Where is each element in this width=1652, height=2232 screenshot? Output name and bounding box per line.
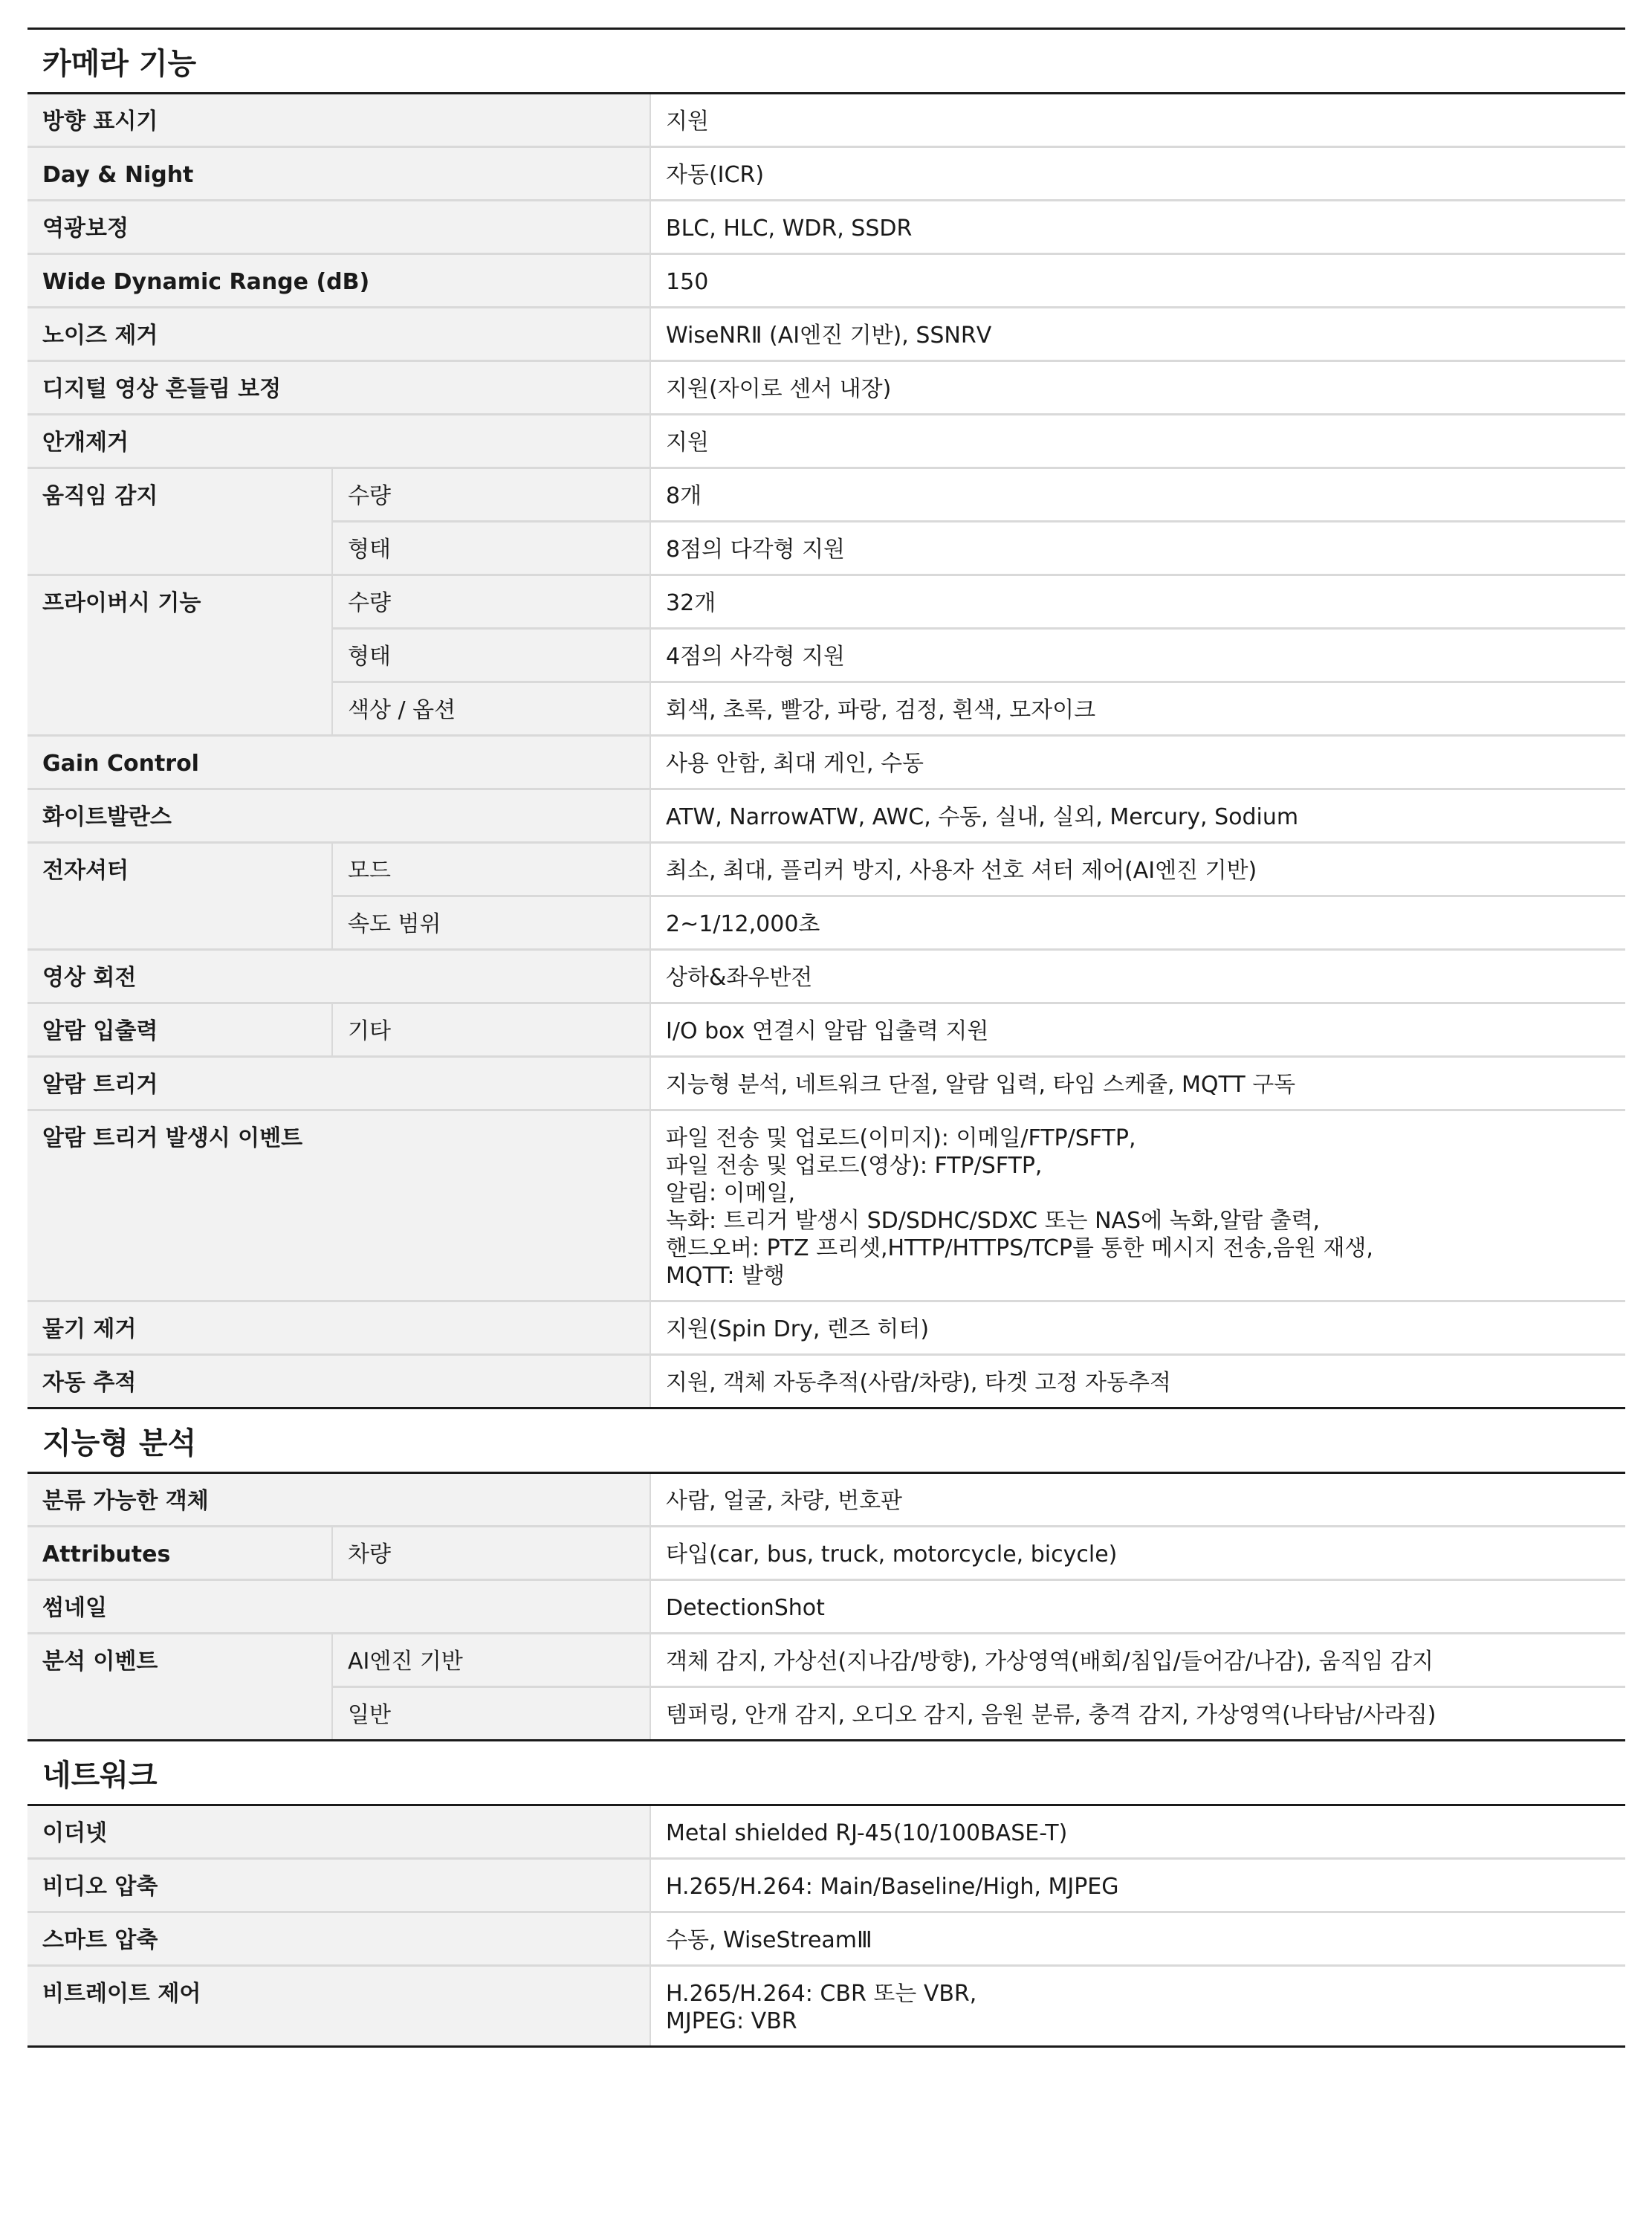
spec-sub-label: 형태 — [332, 522, 650, 575]
spec-value: H.265/H.264: Main/Baseline/High, MJPEG — [650, 1859, 1625, 1912]
spec-value: 150 — [650, 254, 1625, 308]
spec-sub-label: 수량 — [332, 575, 650, 629]
spec-value: 지원, 객체 자동추적(사람/차량), 타겟 고정 자동추적 — [650, 1355, 1625, 1408]
spec-row — [27, 1527, 1625, 1580]
spec-label: Gain Control — [27, 736, 650, 789]
spec-value: I/O box 연결시 알람 입출력 지원 — [650, 1003, 1625, 1057]
spec-value: ATW, NarrowATW, AWC, 수동, 실내, 실외, Mercury, Sodium — [650, 789, 1625, 843]
bottom-rule — [27, 2045, 1625, 2048]
spec-value: 회색, 초록, 빨강, 파랑, 검정, 흰색, 모자이크 — [650, 682, 1625, 736]
spec-label: 안개제거 — [27, 415, 650, 468]
spec-row — [27, 1634, 1625, 1687]
spec-row — [27, 736, 1625, 789]
spec-row — [27, 789, 1625, 843]
spec-label: 노이즈 제거 — [27, 308, 650, 361]
spec-value-line: H.265/H.264: CBR 또는 VBR, — [666, 1981, 977, 2007]
spec-label: 물기 제거 — [27, 1301, 650, 1355]
spec-value: 8개 — [650, 468, 1625, 522]
spec-sheet — [27, 28, 1625, 2048]
spec-value: 객체 감지, 가상선(지나감/방향), 가상영역(배회/침입/들어감/나감), 움직임 감지 — [650, 1634, 1625, 1687]
spec-value: 지원(Spin Dry, 렌즈 히터) — [650, 1301, 1625, 1355]
spec-label: Attributes — [27, 1527, 332, 1580]
spec-label: 썸네일 — [27, 1580, 650, 1634]
spec-row — [27, 1057, 1625, 1110]
section-title: 네트워크 — [27, 1739, 1625, 1806]
spec-value: 지능형 분석, 네트워크 단절, 알람 입력, 타임 스케쥴, MQTT 구독 — [650, 1057, 1625, 1110]
spec-value: 사람, 얼굴, 차량, 번호판 — [650, 1474, 1625, 1527]
spec-value: 2~1/12,000초 — [650, 896, 1625, 950]
spec-value: 4점의 사각형 지원 — [650, 629, 1625, 682]
spec-label: 분류 가능한 객체 — [27, 1474, 650, 1527]
section-title: 카메라 기능 — [27, 28, 1625, 94]
spec-sub-label: 속도 범위 — [332, 896, 650, 950]
spec-value-line: 녹화: 트리거 발생시 SD/SDHC/SDXC 또는 NAS에 녹화,알람 출력, — [666, 1208, 1321, 1234]
spec-row — [27, 843, 1625, 896]
spec-label: 방향 표시기 — [27, 94, 650, 147]
spec-value-line: MJPEG: VBR — [666, 2008, 797, 2034]
spec-label: 화이트발란스 — [27, 789, 650, 843]
spec-label: 스마트 압축 — [27, 1912, 650, 1966]
spec-value: 지원 — [650, 94, 1625, 147]
spec-label: 자동 추적 — [27, 1355, 650, 1408]
spec-label: Day & Night — [27, 147, 650, 201]
spec-value: 지원(자이로 센서 내장) — [650, 361, 1625, 415]
spec-table — [27, 1806, 1625, 2045]
spec-value: 수동, WiseStreamⅢ — [650, 1912, 1625, 1966]
spec-row — [27, 1912, 1625, 1966]
spec-value: 최소, 최대, 플리커 방지, 사용자 선호 셔터 제어(AI엔진 기반) — [650, 843, 1625, 896]
spec-value-line: 알림: 이메일, — [666, 1180, 796, 1206]
spec-value: 지원 — [650, 415, 1625, 468]
spec-row — [27, 1474, 1625, 1527]
spec-label: 전자셔터 — [27, 843, 332, 950]
spec-value: 32개 — [650, 575, 1625, 629]
spec-sub-label: 모드 — [332, 843, 650, 896]
spec-value: WiseNRⅡ (AI엔진 기반), SSNRⅤ — [650, 308, 1625, 361]
spec-sub-label: 색상 / 옵션 — [332, 682, 650, 736]
spec-value-line: 파일 전송 및 업로드(영상): FTP/SFTP, — [666, 1153, 1043, 1179]
spec-table — [27, 94, 1625, 1407]
spec-row — [27, 415, 1625, 468]
spec-row — [27, 308, 1625, 361]
spec-label: 영상 회전 — [27, 950, 650, 1003]
spec-sub-label: 기타 — [332, 1003, 650, 1057]
spec-label: 알람 입출력 — [27, 1003, 332, 1057]
spec-value: 상하&좌우반전 — [650, 950, 1625, 1003]
spec-row — [27, 254, 1625, 308]
spec-value-line: 파일 전송 및 업로드(이미지): 이메일/FTP/SFTP, — [666, 1125, 1136, 1151]
spec-table — [27, 1474, 1625, 1739]
spec-value — [650, 1966, 1625, 2046]
spec-row — [27, 361, 1625, 415]
spec-sub-label: 차량 — [332, 1527, 650, 1580]
spec-row — [27, 950, 1625, 1003]
spec-row — [27, 1301, 1625, 1355]
spec-label: 역광보정 — [27, 201, 650, 254]
spec-row — [27, 201, 1625, 254]
spec-value: BLC, HLC, WDR, SSDR — [650, 201, 1625, 254]
spec-row — [27, 1003, 1625, 1057]
spec-value: 자동(ICR) — [650, 147, 1625, 201]
spec-row — [27, 1859, 1625, 1912]
spec-sub-label: 형태 — [332, 629, 650, 682]
spec-label: Wide Dynamic Range (dB) — [27, 254, 650, 308]
spec-value: DetectionShot — [650, 1580, 1625, 1634]
spec-row — [27, 1966, 1625, 2046]
spec-row — [27, 147, 1625, 201]
spec-label: 분석 이벤트 — [27, 1634, 332, 1740]
spec-row — [27, 468, 1625, 522]
spec-row — [27, 1580, 1625, 1634]
spec-row — [27, 1355, 1625, 1408]
spec-sub-label: AI엔진 기반 — [332, 1634, 650, 1687]
spec-sub-label: 수량 — [332, 468, 650, 522]
spec-value-line: 핸드오버: PTZ 프리셋,HTTP/HTTPS/TCP를 통한 메시지 전송,음원 재생, — [666, 1235, 1373, 1261]
spec-sub-label: 일반 — [332, 1687, 650, 1740]
spec-row — [27, 94, 1625, 147]
spec-value: 템퍼링, 안개 감지, 오디오 감지, 음원 분류, 충격 감지, 가상영역(나타남/사라짐) — [650, 1687, 1625, 1740]
spec-label: 움직임 감지 — [27, 468, 332, 575]
section-title: 지능형 분석 — [27, 1407, 1625, 1474]
spec-row — [27, 1806, 1625, 1859]
spec-label: 디지털 영상 흔들림 보정 — [27, 361, 650, 415]
spec-label: 알람 트리거 발생시 이벤트 — [27, 1110, 650, 1301]
spec-value: Metal shielded RJ-45(10/100BASE-T) — [650, 1806, 1625, 1859]
spec-label: 이더넷 — [27, 1806, 650, 1859]
spec-label: 비디오 압축 — [27, 1859, 650, 1912]
spec-value-line: MQTT: 발행 — [666, 1263, 785, 1289]
spec-row — [27, 575, 1625, 629]
spec-label: 비트레이트 제어 — [27, 1966, 650, 2046]
spec-value: 사용 안함, 최대 게인, 수동 — [650, 736, 1625, 789]
spec-label: 알람 트리거 — [27, 1057, 650, 1110]
spec-value — [650, 1110, 1625, 1301]
spec-value: 타입(car, bus, truck, motorcycle, bicycle) — [650, 1527, 1625, 1580]
spec-row — [27, 1110, 1625, 1301]
spec-label: 프라이버시 기능 — [27, 575, 332, 736]
spec-value: 8점의 다각형 지원 — [650, 522, 1625, 575]
